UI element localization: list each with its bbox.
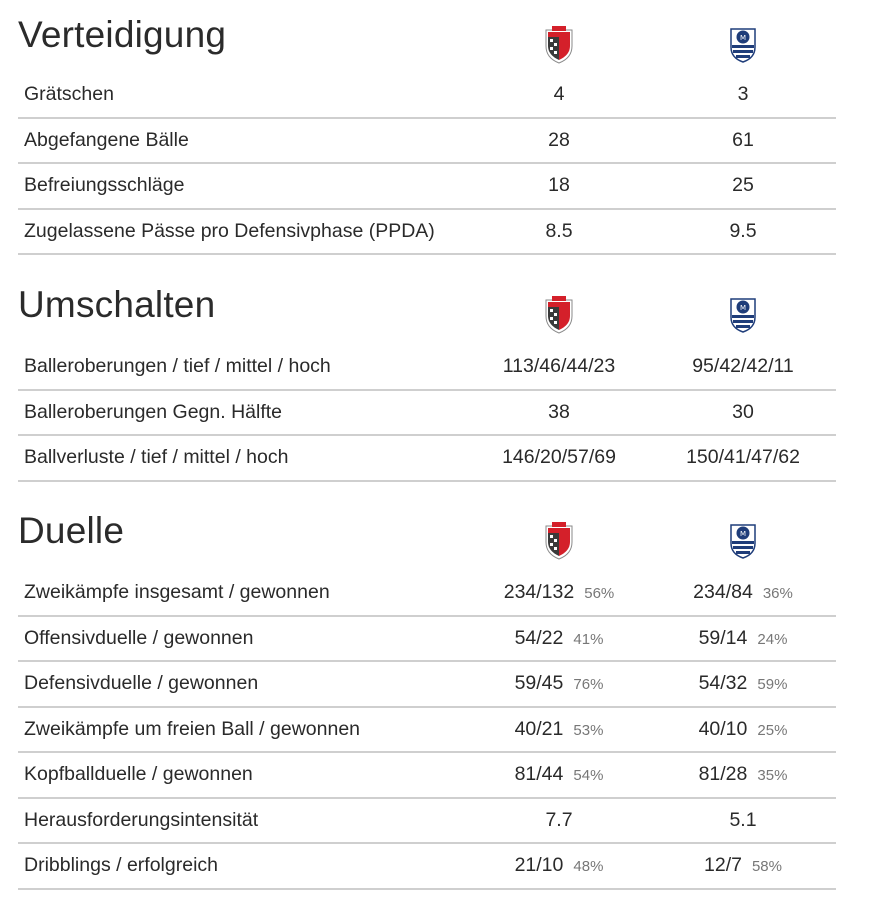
stat-label: Zweikämpfe insgesamt / gewonnen xyxy=(24,581,330,603)
stat-label: Zweikämpfe um freien Ball / gewonnen xyxy=(24,717,361,740)
away-percentage: 58% xyxy=(751,858,782,875)
stat-row xyxy=(18,799,836,845)
stat-label: Zugelassene Pässe pro Defensivphase (PPDA) xyxy=(24,219,435,242)
home-value: 113/46/44/23 xyxy=(502,355,616,377)
stats-table xyxy=(18,345,836,482)
section-header xyxy=(0,270,872,330)
away-value: 59/14 24% xyxy=(698,626,788,649)
away-value: 25 xyxy=(732,174,754,196)
stat-row xyxy=(18,210,836,256)
stat-row xyxy=(18,436,836,482)
home-value: 21/10 48% xyxy=(514,854,604,876)
stat-label: Ballverluste / tief / mittel / hoch xyxy=(24,446,289,468)
away-team-crest-icon xyxy=(727,294,759,334)
home-value: 54/22 41% xyxy=(514,626,604,649)
away-percentage: 59% xyxy=(757,676,788,693)
stat-label: Kopfballduelle / gewonnen xyxy=(24,763,253,785)
away-value: 3 xyxy=(737,83,749,105)
home-value: 7.7 xyxy=(545,808,573,831)
home-value: 146/20/57/69 xyxy=(502,446,616,468)
section-verteidigung xyxy=(0,0,872,242)
away-value: 12/7 58% xyxy=(704,854,782,876)
home-value: 8.5 xyxy=(545,219,573,242)
section-duelle xyxy=(0,496,872,876)
stat-row xyxy=(18,708,836,754)
home-percentage: 53% xyxy=(573,721,604,739)
section-title: Duelle xyxy=(18,510,125,551)
home-value: 4 xyxy=(553,83,565,105)
home-percentage: 41% xyxy=(573,630,604,648)
away-value: 54/32 59% xyxy=(698,672,788,694)
stat-label: Herausforderungsintensität xyxy=(24,808,259,831)
away-value: 30 xyxy=(732,400,754,423)
home-value: 40/21 53% xyxy=(514,717,604,740)
stat-row xyxy=(18,164,836,210)
stat-label: Abgefangene Bälle xyxy=(24,128,189,151)
away-value: 150/41/47/62 xyxy=(686,446,800,468)
stat-row xyxy=(18,571,836,617)
away-value: 61 xyxy=(732,128,754,151)
stat-row xyxy=(18,844,836,890)
away-value: 9.5 xyxy=(729,219,757,242)
home-percentage: 54% xyxy=(573,767,604,784)
stat-row xyxy=(18,345,836,391)
away-value: 95/42/42/11 xyxy=(692,355,794,377)
stats-table xyxy=(18,73,836,255)
home-value: 81/44 54% xyxy=(514,763,604,785)
away-percentage: 35% xyxy=(757,767,788,784)
stat-label: Befreiungsschläge xyxy=(24,174,185,196)
stat-label: Balleroberungen Gegn. Hälfte xyxy=(24,400,283,423)
home-team-crest-icon xyxy=(543,294,575,334)
home-percentage: 76% xyxy=(573,676,604,693)
section-title: Umschalten xyxy=(18,284,216,325)
stat-row xyxy=(18,391,836,437)
away-value: 5.1 xyxy=(729,808,757,831)
stat-row xyxy=(18,73,836,119)
section-title: Verteidigung xyxy=(18,14,227,55)
stats-table xyxy=(18,571,836,890)
home-percentage: 48% xyxy=(573,858,604,875)
home-team-crest-icon xyxy=(543,24,575,64)
away-percentage: 24% xyxy=(757,630,788,648)
away-team-crest-icon xyxy=(727,520,759,560)
away-percentage: 36% xyxy=(762,585,793,602)
stat-label: Dribblings / erfolgreich xyxy=(24,854,219,876)
section-header xyxy=(0,496,872,556)
away-value: 81/28 35% xyxy=(698,763,788,785)
home-team-crest-icon xyxy=(543,520,575,560)
stat-label: Offensivduelle / gewonnen xyxy=(24,626,254,649)
stat-row xyxy=(18,753,836,799)
home-value: 234/132 56% xyxy=(503,581,615,603)
home-value: 38 xyxy=(548,400,570,423)
stat-label: Balleroberungen / tief / mittel / hoch xyxy=(24,355,331,377)
stat-row xyxy=(18,662,836,708)
stat-row xyxy=(18,617,836,663)
stat-label: Defensivduelle / gewonnen xyxy=(24,672,259,694)
stat-label: Grätschen xyxy=(24,83,114,105)
away-value: 40/10 25% xyxy=(698,717,788,740)
away-value: 234/84 36% xyxy=(693,581,793,603)
home-value: 28 xyxy=(548,128,570,151)
section-umschalten xyxy=(0,270,872,468)
section-header xyxy=(0,0,872,60)
home-value: 18 xyxy=(548,174,570,196)
home-value: 59/45 76% xyxy=(514,672,604,694)
stat-row xyxy=(18,119,836,165)
away-percentage: 25% xyxy=(757,721,788,739)
away-team-crest-icon xyxy=(727,24,759,64)
home-percentage: 56% xyxy=(584,585,615,602)
